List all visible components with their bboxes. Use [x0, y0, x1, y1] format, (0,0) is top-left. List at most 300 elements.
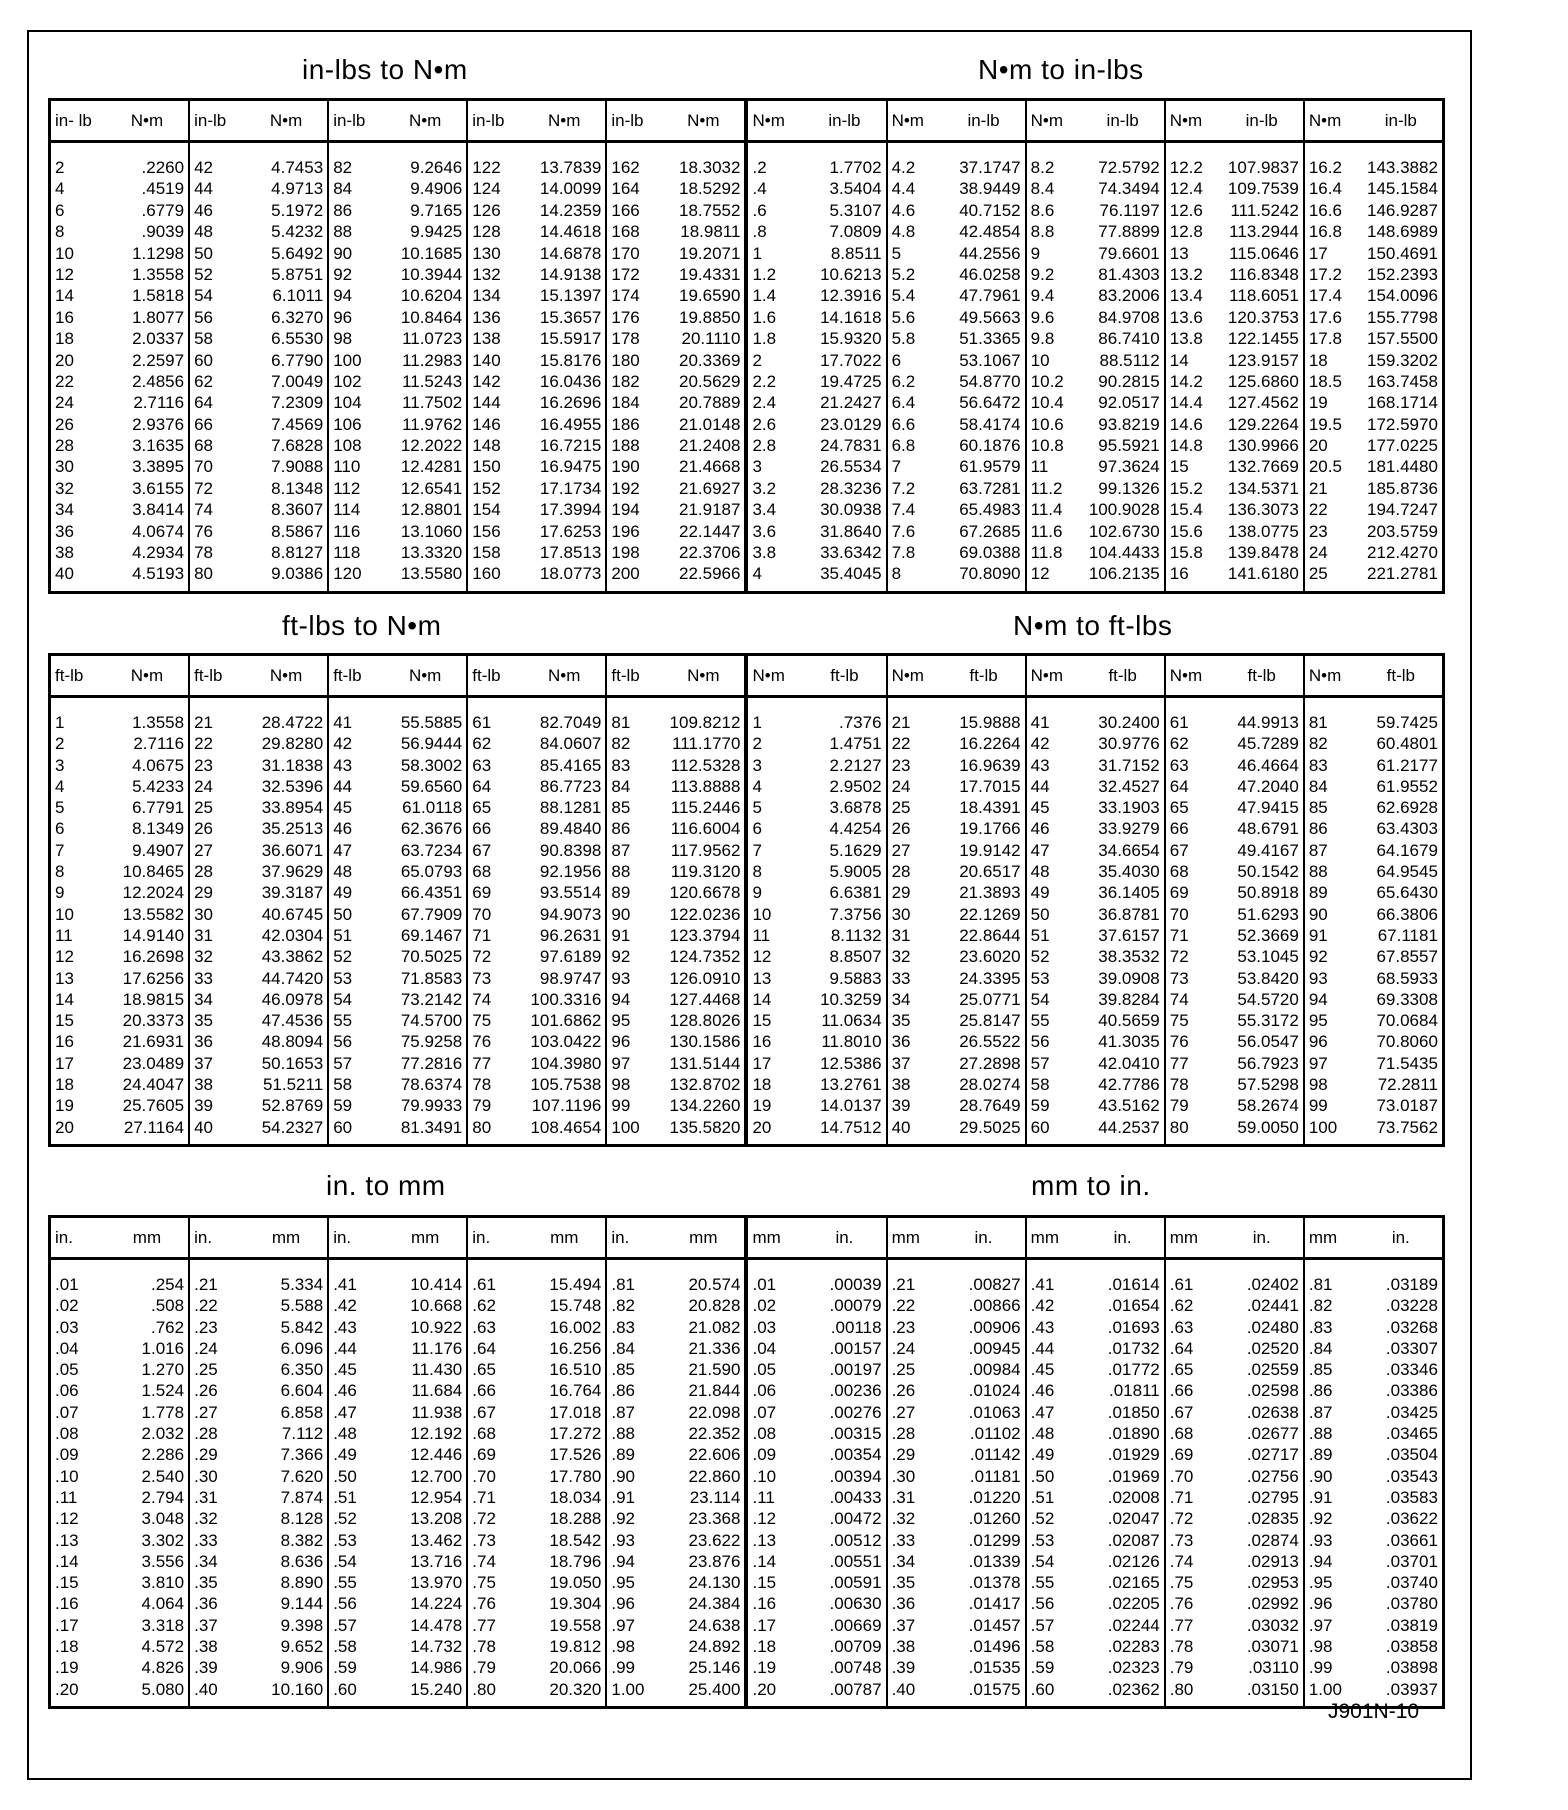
- table-cell: .69: [1169, 1445, 1194, 1465]
- table-cell: 19.304: [549, 1594, 602, 1614]
- table-cell: .28: [194, 1424, 218, 1444]
- value-column-converted: [1081, 1274, 1163, 1706]
- table-cell: 28.4722: [261, 713, 324, 732]
- table-cell: .47: [333, 1402, 357, 1422]
- table-cell: 112: [333, 478, 361, 498]
- table-cell: 60: [333, 1117, 353, 1137]
- table-cell: 13.4: [1169, 286, 1203, 306]
- table-cell: 5.9005: [829, 862, 882, 882]
- table-cell: .9039: [141, 222, 185, 242]
- table-cell: 126.0910: [669, 968, 741, 988]
- table-cell: 44.9913: [1237, 713, 1299, 732]
- table-cell: 11.6: [1030, 521, 1063, 541]
- table-cell: 127.4468: [669, 989, 741, 1009]
- table-cell: .00394: [829, 1466, 882, 1486]
- table-cell: 8.8511: [830, 243, 882, 263]
- table-cell: .06: [55, 1381, 79, 1401]
- table-cell: 13.2: [1169, 264, 1203, 284]
- table-cell: 104.3980: [530, 1053, 602, 1073]
- table-cell: .01850: [1107, 1402, 1160, 1422]
- column-group: [607, 1218, 748, 1706]
- table-cell: 178: [611, 329, 640, 349]
- table-cell: .93: [611, 1530, 636, 1550]
- table-cell: .69: [472, 1445, 496, 1465]
- table-cell: 16.6: [1308, 200, 1342, 220]
- table-cell: 16: [752, 1032, 772, 1052]
- table-cell: 23.114: [689, 1487, 741, 1507]
- table-cell: .67: [1169, 1402, 1194, 1422]
- table-cell: 36: [55, 521, 74, 541]
- table-cell: 9.9425: [410, 222, 463, 242]
- table-cell: .59: [333, 1658, 357, 1678]
- table-cell: .15: [55, 1573, 79, 1593]
- table-cell: 90.8398: [539, 840, 602, 860]
- table-cell: 84: [611, 776, 631, 796]
- table-cell: .07: [752, 1402, 777, 1422]
- table-cell: 47.7961: [959, 286, 1021, 306]
- table-cell: .50: [1030, 1466, 1055, 1486]
- table-cell: 28: [55, 436, 74, 456]
- table-cell: 63.7234: [400, 840, 463, 860]
- table-cell: 21.6931: [122, 1032, 185, 1052]
- table-cell: 48.8094: [261, 1032, 324, 1052]
- table-cell: 17.3994: [539, 500, 602, 520]
- table-cell: .19: [55, 1658, 79, 1678]
- column-group: [607, 101, 748, 591]
- column-header-unit: ft-lb: [55, 665, 84, 685]
- table-cell: 6.3270: [271, 307, 324, 327]
- value-column-source: [51, 712, 106, 1144]
- table-cell: 20.5629: [679, 371, 741, 391]
- table-cell: 9.2: [1030, 264, 1055, 284]
- table-cell: .16: [55, 1594, 79, 1614]
- table-cell: 14.986: [410, 1658, 463, 1678]
- table-cell: .00787: [829, 1679, 882, 1699]
- table-cell: 83: [1308, 755, 1328, 775]
- table-cell: 66: [194, 414, 214, 434]
- table-cell: 21.3893: [959, 883, 1021, 903]
- table-cell: 113.8888: [670, 776, 741, 796]
- table-cell: .03819: [1385, 1615, 1438, 1635]
- table-cell: 60: [1030, 1117, 1050, 1137]
- column-group: [1027, 656, 1166, 1144]
- column-header-unit: in-lb: [472, 110, 505, 130]
- table-cell: 111.1770: [672, 734, 741, 754]
- table-cell: 15: [55, 1011, 74, 1031]
- table-cell: .00354: [829, 1445, 882, 1465]
- table-cell: .91: [1308, 1487, 1333, 1507]
- table-cell: .02402: [1246, 1275, 1299, 1294]
- table-cell: .51: [333, 1487, 357, 1507]
- column-group-body: [748, 1260, 885, 1706]
- column-header-unit: N•m: [269, 110, 303, 130]
- table-cell: 76.1197: [1099, 200, 1160, 220]
- table-cell: 196: [611, 521, 640, 541]
- column-group: [748, 101, 887, 591]
- table-cell: 69: [1169, 883, 1189, 903]
- table-cell: 190: [611, 457, 640, 477]
- column-header-unit: N•m: [1169, 110, 1203, 130]
- table-cell: 15.9320: [820, 329, 882, 349]
- table-cell: 8.1348: [271, 478, 324, 498]
- table-cell: 92.1956: [539, 862, 602, 882]
- table-cell: 8.1349: [132, 819, 185, 839]
- table-cell: 21.2427: [820, 393, 882, 413]
- table-cell: 46: [194, 200, 214, 220]
- table-cell: 27: [891, 840, 911, 860]
- table-cell: .88: [1308, 1424, 1333, 1444]
- table-cell: 2.032: [141, 1424, 185, 1444]
- table-cell: .02441: [1246, 1296, 1299, 1316]
- table-cell: 5: [891, 243, 902, 263]
- table-cell: 115.0646: [1229, 243, 1299, 263]
- table-cell: 10.668: [410, 1296, 463, 1316]
- column-header-unit: mm: [410, 1227, 440, 1247]
- table-cell: .23: [891, 1317, 916, 1337]
- table-cell: 56: [194, 307, 214, 327]
- table-cell: 77.8899: [1098, 222, 1160, 242]
- table-cell: 141.6180: [1227, 564, 1299, 584]
- table-cell: 13.970: [410, 1573, 463, 1593]
- table-cell: 6.2: [891, 371, 916, 391]
- value-column-converted: [523, 157, 605, 591]
- table-cell: 15.1397: [539, 286, 602, 306]
- table-cell: .00748: [829, 1658, 882, 1678]
- table-cell: 97: [1308, 1053, 1328, 1073]
- table-cell: .64: [472, 1338, 496, 1358]
- table-cell: 19.2071: [679, 243, 741, 263]
- table-cell: 17.7015: [959, 776, 1021, 796]
- table-cell: .01142: [969, 1445, 1021, 1465]
- column-group: [190, 656, 329, 1144]
- table-cell: 99.1326: [1098, 478, 1160, 498]
- table-cell: 2.4856: [132, 371, 185, 391]
- table-cell: 47: [1030, 840, 1050, 860]
- table-cell: 47.4536: [261, 1011, 324, 1031]
- table-cell: 19.812: [549, 1637, 602, 1657]
- table-cell: 61.9552: [1376, 776, 1438, 796]
- table-cell: 12.954: [410, 1487, 463, 1507]
- table-cell: 111.5242: [1230, 200, 1299, 220]
- table-cell: .65: [1169, 1360, 1194, 1380]
- column-group: [190, 1218, 329, 1706]
- table-cell: .03110: [1248, 1658, 1299, 1678]
- table-cell: 52: [194, 264, 214, 284]
- table-cell: 91: [1308, 925, 1328, 945]
- table-cell: 67.8557: [1376, 947, 1438, 967]
- table-cell: 21.4668: [679, 457, 741, 477]
- table-cell: 2.2597: [132, 350, 185, 370]
- table-cell: .40: [891, 1679, 916, 1699]
- table-cell: .02559: [1246, 1360, 1299, 1380]
- column-group-body: [1305, 143, 1442, 591]
- table-cell: 170: [611, 243, 640, 263]
- table-cell: .34: [194, 1551, 218, 1571]
- table-cell: 19: [55, 1096, 74, 1116]
- column-group-body: [1027, 143, 1164, 591]
- table-cell: 4.7453: [271, 158, 324, 177]
- value-column-converted: [384, 712, 466, 1144]
- table-cell: 1.2: [752, 264, 777, 284]
- table-cell: 29.8280: [261, 734, 324, 754]
- table-cell: 65: [1169, 798, 1189, 818]
- table-cell: 3.2: [752, 478, 777, 498]
- table-cell: .56: [1030, 1594, 1055, 1614]
- table-cell: 22: [891, 734, 911, 754]
- table-cell: 87: [1308, 840, 1328, 860]
- table-cell: .10: [55, 1466, 79, 1486]
- table-cell: 12.4: [1169, 179, 1203, 199]
- table-cell: 35.4045: [820, 564, 882, 584]
- table-cell: 98: [1308, 1075, 1328, 1095]
- table-cell: 194.7247: [1367, 500, 1438, 520]
- table-cell: .84: [611, 1338, 636, 1358]
- value-column-source: [748, 712, 803, 1144]
- table-cell: 23.0489: [122, 1053, 185, 1073]
- column-header-unit: N•m: [752, 665, 785, 685]
- column-group-body: [51, 698, 188, 1144]
- table-cell: 8.2: [1030, 158, 1055, 177]
- table-cell: 129.2264: [1227, 414, 1299, 434]
- table-cell: .02323: [1107, 1658, 1160, 1678]
- table-cell: .74: [472, 1551, 496, 1571]
- table-cell: 8.8507: [829, 947, 882, 967]
- table-cell: .02165: [1107, 1573, 1160, 1593]
- table-cell: 74: [194, 500, 214, 520]
- table-cell: 88: [611, 862, 631, 882]
- table-cell: 166: [611, 200, 640, 220]
- table-cell: 22.098: [688, 1402, 741, 1422]
- value-column-source: [329, 1274, 384, 1706]
- table-cell: 71.8583: [400, 968, 463, 988]
- table-cell: 3.302: [141, 1530, 185, 1550]
- table-cell: 93.5514: [539, 883, 602, 903]
- table-cell: 18.0773: [539, 564, 602, 584]
- table-cell: 94: [611, 989, 631, 1009]
- table-cell: 4.9713: [271, 179, 324, 199]
- table-cell: 5.588: [280, 1296, 324, 1316]
- column-group: [1305, 1218, 1442, 1706]
- table-cell: 152.2393: [1367, 264, 1438, 284]
- table-cell: 68: [194, 436, 214, 456]
- table-cell: 43.5162: [1098, 1096, 1160, 1116]
- table-cell: 16.2696: [539, 393, 602, 413]
- table-cell: .24: [194, 1338, 218, 1358]
- table-cell: 54: [194, 286, 214, 306]
- table-cell: .85: [1308, 1360, 1333, 1380]
- column-group-header: [1166, 656, 1303, 698]
- table-cell: 54.2327: [261, 1117, 324, 1137]
- table-cell: 39: [194, 1096, 214, 1116]
- table-cell: .02598: [1246, 1381, 1299, 1401]
- table-cell: .00630: [829, 1594, 882, 1614]
- table-cell: 31: [194, 925, 214, 945]
- table-cell: 36.6071: [261, 840, 324, 860]
- table-cell: 3.318: [141, 1615, 185, 1635]
- table-cell: 163.7458: [1367, 371, 1438, 391]
- table-cell: 13.7839: [539, 158, 602, 177]
- value-column-converted: [523, 1274, 605, 1706]
- table-cell: 50.8918: [1237, 883, 1299, 903]
- table-cell: .02008: [1107, 1487, 1160, 1507]
- table-cell: 21.590: [688, 1360, 741, 1380]
- table-cell: 72.5792: [1098, 158, 1160, 177]
- table-cell: 10.8: [1030, 436, 1064, 456]
- table-cell: 148.6989: [1367, 222, 1438, 242]
- table-cell: .00079: [829, 1296, 882, 1316]
- table-cell: 5.080: [141, 1679, 185, 1699]
- table-cell: 8: [891, 564, 902, 584]
- value-column-converted: [106, 1274, 188, 1706]
- table-cell: 61: [1169, 713, 1189, 732]
- table-cell: 18: [752, 1075, 772, 1095]
- column-header-unit: mm: [1308, 1227, 1338, 1247]
- table-cell: 14: [1169, 350, 1189, 370]
- value-column-source: [468, 1274, 523, 1706]
- table-cell: 98.9747: [539, 968, 602, 988]
- table-cell: 10.1685: [400, 243, 463, 263]
- value-column-converted: [1221, 157, 1303, 591]
- column-header-unit: in.: [835, 1227, 854, 1247]
- table-cell: 17: [1308, 243, 1328, 263]
- table-cell: 7.6828: [271, 436, 324, 456]
- table-cell: .95: [1308, 1573, 1333, 1593]
- table-cell: .01: [55, 1275, 79, 1294]
- table-cell: 10: [1030, 350, 1050, 370]
- table-cell: 4.4: [891, 179, 916, 199]
- table-cell: 53: [1030, 968, 1050, 988]
- table-cell: 16.764: [549, 1381, 602, 1401]
- table-cell: .31: [194, 1487, 218, 1507]
- table-cell: 2.6: [752, 414, 777, 434]
- table-cell: .29: [194, 1445, 218, 1465]
- table-cell: .38: [891, 1637, 916, 1657]
- table-cell: .00669: [829, 1615, 882, 1635]
- table-cell: 98: [333, 329, 353, 349]
- table-cell: 35: [891, 1011, 911, 1031]
- column-group: [329, 1218, 468, 1706]
- table-cell: 9.4: [1030, 286, 1055, 306]
- table-cell: .14: [55, 1551, 79, 1571]
- table-cell: 2.9376: [132, 414, 185, 434]
- table-cell: .28: [891, 1424, 916, 1444]
- table-cell: 7.9088: [271, 457, 324, 477]
- column-group-body: [748, 698, 885, 1144]
- column-group-body: [1166, 698, 1303, 1144]
- column-header-unit: N•m: [687, 110, 720, 130]
- table-cell: 53.1067: [959, 350, 1021, 370]
- table-cell: 88.1281: [539, 798, 602, 818]
- table-cell: 86.7410: [1098, 329, 1160, 349]
- table-cell: 15.494: [549, 1275, 602, 1294]
- column-header-unit: in.: [194, 1227, 213, 1247]
- column-group-header: [1305, 656, 1442, 698]
- table-cell: 9.4906: [410, 179, 463, 199]
- table-cell: 92: [333, 264, 353, 284]
- table-cell: 81.4303: [1098, 264, 1160, 284]
- table-cell: 26: [891, 819, 911, 839]
- table-cell: 70: [1169, 904, 1189, 924]
- column-group-body: [329, 698, 466, 1144]
- table-cell: .03780: [1385, 1594, 1438, 1614]
- table-cell: .60: [333, 1679, 357, 1699]
- value-column-converted: [1221, 1274, 1303, 1706]
- column-group-header: [51, 101, 188, 143]
- column-group-header: [748, 656, 885, 698]
- table-cell: 15.8: [1169, 543, 1203, 563]
- table-cell: .01654: [1107, 1296, 1160, 1316]
- column-header-unit: mm: [550, 1227, 579, 1247]
- table-cell: 89: [611, 883, 631, 903]
- table-cell: .6779: [141, 200, 185, 220]
- table-cell: 33: [891, 968, 911, 988]
- table-cell: 8: [55, 862, 65, 882]
- table-cell: 33: [194, 968, 214, 988]
- table-cell: 33.9279: [1098, 819, 1160, 839]
- table-cell: .94: [611, 1551, 636, 1571]
- column-group-body: [329, 1260, 466, 1706]
- table-cell: 51.6293: [1237, 904, 1299, 924]
- table-cell: 188: [611, 436, 640, 456]
- table-cell: 128.8026: [669, 1011, 741, 1031]
- table-cell: 107.9837: [1227, 158, 1299, 177]
- table-cell: 11.938: [411, 1402, 463, 1422]
- table-cell: 53.1045: [1237, 947, 1299, 967]
- table-cell: 36.8781: [1098, 904, 1160, 924]
- table-cell: 12.2024: [122, 883, 185, 903]
- table-cell: .02520: [1246, 1338, 1299, 1358]
- table-cell: 24: [891, 776, 911, 796]
- table-cell: .01: [752, 1275, 777, 1294]
- table-cell: 15.240: [410, 1679, 463, 1699]
- table-cell: 97.3624: [1098, 457, 1160, 477]
- table-cell: 27.1164: [123, 1117, 185, 1137]
- table-cell: 54.8770: [959, 371, 1021, 391]
- value-column-source: [607, 712, 662, 1144]
- table-cell: 55: [1030, 1011, 1050, 1031]
- table-cell: 7.6: [891, 521, 916, 541]
- table-cell: .02: [55, 1296, 79, 1316]
- table-cell: 79.6601: [1098, 243, 1160, 263]
- table-cell: 78: [472, 1075, 492, 1095]
- table-cell: 14.1618: [820, 307, 882, 327]
- table-cell: 85: [611, 798, 631, 818]
- column-header-unit: mm: [752, 1227, 781, 1247]
- table-cell: 17.8: [1308, 329, 1342, 349]
- table-cell: .09: [55, 1445, 79, 1465]
- table-cell: 77.2816: [400, 1053, 463, 1073]
- table-cell: .02244: [1107, 1615, 1160, 1635]
- table-cell: 125.6860: [1227, 371, 1299, 391]
- table-cell: 36: [891, 1032, 911, 1052]
- table-cell: 62.6928: [1376, 798, 1438, 818]
- table-cell: 16.7215: [539, 436, 602, 456]
- table-cell: 5.4233: [132, 776, 185, 796]
- table-cell: 84.9708: [1098, 307, 1160, 327]
- table-cell: .01339: [968, 1551, 1021, 1571]
- column-header-unit: ft-lb: [969, 665, 998, 685]
- table-cell: 24.638: [688, 1615, 741, 1635]
- table-cell: 43.3862: [261, 947, 324, 967]
- table-cell: 17.7022: [820, 350, 882, 370]
- table-cell: 31.1838: [261, 755, 324, 775]
- value-column-source: [329, 712, 384, 1144]
- table-cell: 2.0337: [132, 329, 185, 349]
- table-cell: 107.1196: [531, 1096, 602, 1116]
- table-cell: 8.8127: [271, 543, 324, 563]
- column-group-header: [607, 101, 744, 143]
- table-cell: 7: [891, 457, 902, 477]
